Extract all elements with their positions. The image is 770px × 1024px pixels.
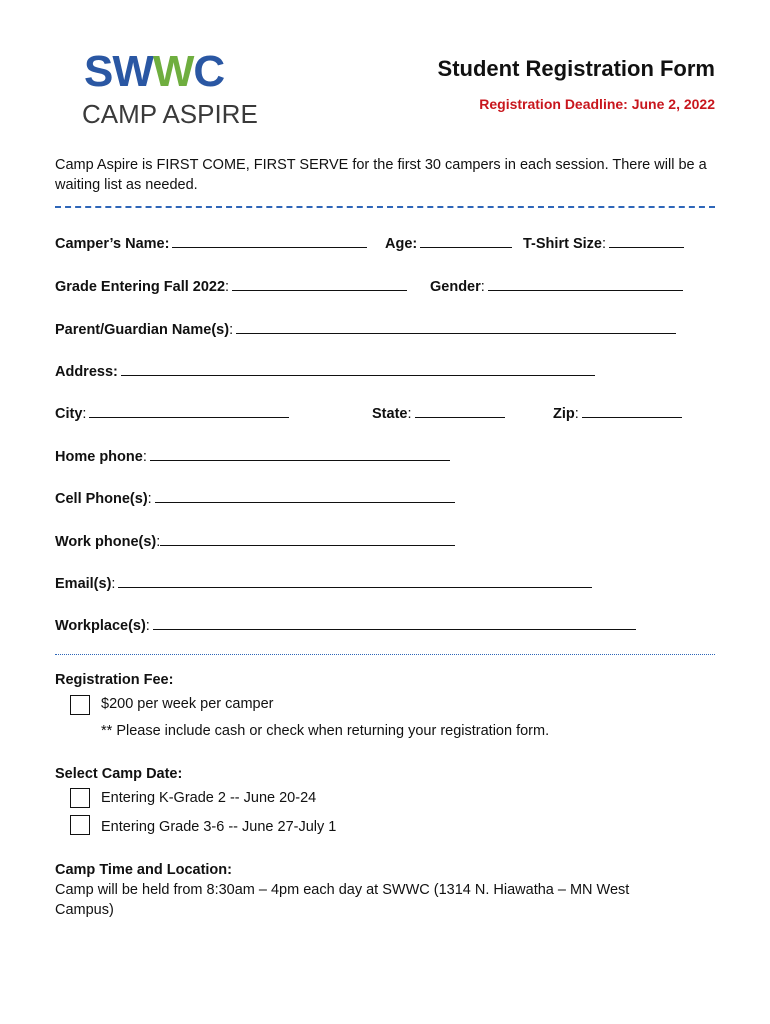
- city-field[interactable]: City:: [55, 403, 289, 423]
- email-label: Email(s): [55, 576, 112, 592]
- page-title: Student Registration Form: [437, 56, 715, 81]
- tshirt-size-label: T-Shirt Size: [523, 236, 602, 252]
- camp-date-checkbox-1[interactable]: [70, 788, 90, 808]
- grade-label: Grade Entering Fall 2022: [55, 279, 226, 295]
- cell-phone-field[interactable]: Cell Phone(s):: [55, 488, 455, 508]
- home-phone-label: Home phone: [55, 449, 143, 465]
- section-divider-top: [55, 206, 715, 208]
- camp-date-checkbox-2[interactable]: [70, 815, 90, 835]
- home-phone-field[interactable]: Home phone:: [55, 446, 450, 466]
- workplace-field[interactable]: Workplace(s):: [55, 615, 636, 635]
- gender-field[interactable]: Gender:: [430, 276, 683, 296]
- cell-phone-label: Cell Phone(s): [55, 491, 148, 507]
- fee-checkbox[interactable]: [70, 695, 90, 715]
- state-label: State: [372, 406, 408, 422]
- camp-date-option-2: Entering Grade 3-6 -- June 27-July 1: [101, 819, 337, 835]
- camper-name-field[interactable]: [55, 233, 367, 253]
- parent-guardian-label: Parent/Guardian Name(s): [55, 322, 230, 338]
- tshirt-size-field[interactable]: T-Shirt Size:: [523, 233, 684, 253]
- zip-field[interactable]: Zip:: [553, 403, 682, 423]
- camp-time-location-title: Camp Time and Location:: [55, 862, 232, 878]
- work-phone-field[interactable]: Work phone(s):: [55, 531, 455, 551]
- city-label: City: [55, 406, 83, 422]
- age-field[interactable]: [385, 233, 512, 253]
- fee-note: ** Please include cash or check when returning your registration form.: [101, 723, 550, 739]
- logo-camp-aspire-text: CAMP ASPIRE: [82, 99, 258, 129]
- workplace-label: Workplace(s): [55, 618, 146, 634]
- camp-time-location-text: Camp will be held from 8:30am – 4pm each day at SWWC (1314 N. Hiawatha – MN West Campus): [55, 882, 630, 918]
- intro-text: Camp Aspire is FIRST COME, FIRST SERVE for the first 30 campers in each session. There will be a waiting list as needed.: [55, 157, 707, 193]
- state-field[interactable]: State:: [372, 403, 505, 423]
- fee-option-label: $200 per week per camper: [101, 696, 274, 712]
- age-label: Age:: [385, 236, 418, 252]
- camp-date-title: Select Camp Date:: [55, 766, 183, 782]
- grade-field[interactable]: Grade Entering Fall 2022:: [55, 276, 407, 296]
- swwc-logo: [82, 47, 268, 134]
- camper-name-label: Camper’s Name:: [55, 236, 170, 252]
- zip-label: Zip: [553, 406, 575, 422]
- registration-deadline: Registration Deadline: June 2, 2022: [479, 96, 715, 112]
- work-phone-label: Work phone(s): [55, 534, 157, 550]
- gender-label: Gender: [430, 279, 481, 295]
- parent-guardian-field[interactable]: Parent/Guardian Name(s):: [55, 319, 676, 339]
- address-label: Address:: [55, 364, 118, 380]
- email-field[interactable]: Email(s):: [55, 573, 592, 593]
- camp-date-option-1: Entering K-Grade 2 -- June 20-24: [101, 790, 317, 806]
- logo-swwc-text: SWWC: [84, 47, 225, 96]
- registration-fee-title: Registration Fee:: [55, 672, 174, 688]
- address-field[interactable]: [55, 361, 595, 381]
- section-divider-bottom: [55, 654, 715, 655]
